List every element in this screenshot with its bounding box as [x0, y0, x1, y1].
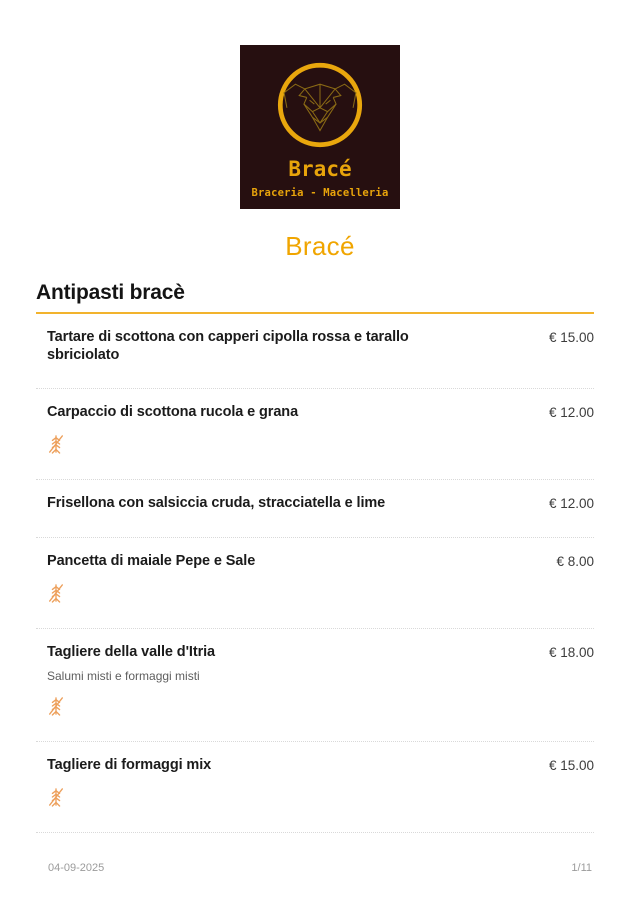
footer-date: 04-09-2025 — [48, 862, 105, 874]
item-name: Carpaccio di scottona rucola e grana — [47, 404, 299, 421]
logo-subtitle: Braceria - Macelleria — [251, 187, 389, 199]
item-description: Salumi misti e formaggi misti — [47, 668, 200, 683]
item-name: Pancetta di maiale Pepe e Sale — [47, 552, 256, 569]
menu-item-row — [47, 643, 594, 661]
gluten-free-icon — [47, 695, 65, 717]
menu-item — [36, 742, 594, 833]
section-title: Antipasti bracè — [36, 281, 594, 314]
gluten-free-icon — [47, 582, 65, 604]
item-price: € 12.00 — [548, 496, 594, 512]
page-title: Bracé — [285, 231, 355, 261]
item-name: Tagliere di formaggi mix — [47, 756, 212, 773]
menu-item-row — [47, 756, 594, 774]
item-name: Tagliere della valle d'Itria — [47, 643, 216, 660]
restaurant-logo — [240, 45, 400, 209]
menu-item-row — [47, 552, 594, 570]
item-name: Frisellona con salsiccia cruda, stracciatella e lime — [47, 495, 386, 512]
menu-item — [36, 314, 594, 389]
gluten-free-icon — [47, 786, 65, 808]
page-indicator: 1/11 — [571, 862, 592, 874]
menu-item-row — [47, 494, 594, 512]
menu-item — [36, 480, 594, 537]
menu-content — [36, 281, 594, 833]
bull-head-icon — [268, 53, 372, 157]
menu-item — [36, 389, 594, 480]
item-price: € 15.00 — [548, 757, 594, 773]
gluten-free-icon — [47, 433, 65, 455]
item-price: € 18.00 — [548, 644, 594, 660]
menu-item-row — [47, 403, 594, 421]
item-name: Tartare di scottona con capperi cipolla rossa e tarallo sbriciolato — [47, 329, 409, 364]
menu-item-row — [47, 328, 594, 364]
item-price: € 12.00 — [548, 405, 594, 421]
item-price: € 15.00 — [548, 330, 594, 345]
menu-item — [36, 629, 594, 742]
menu-item — [36, 538, 594, 629]
item-price: € 8.00 — [556, 553, 594, 569]
page-footer — [48, 862, 592, 874]
logo-title: Bracé — [288, 157, 352, 181]
menu-list — [36, 314, 594, 833]
